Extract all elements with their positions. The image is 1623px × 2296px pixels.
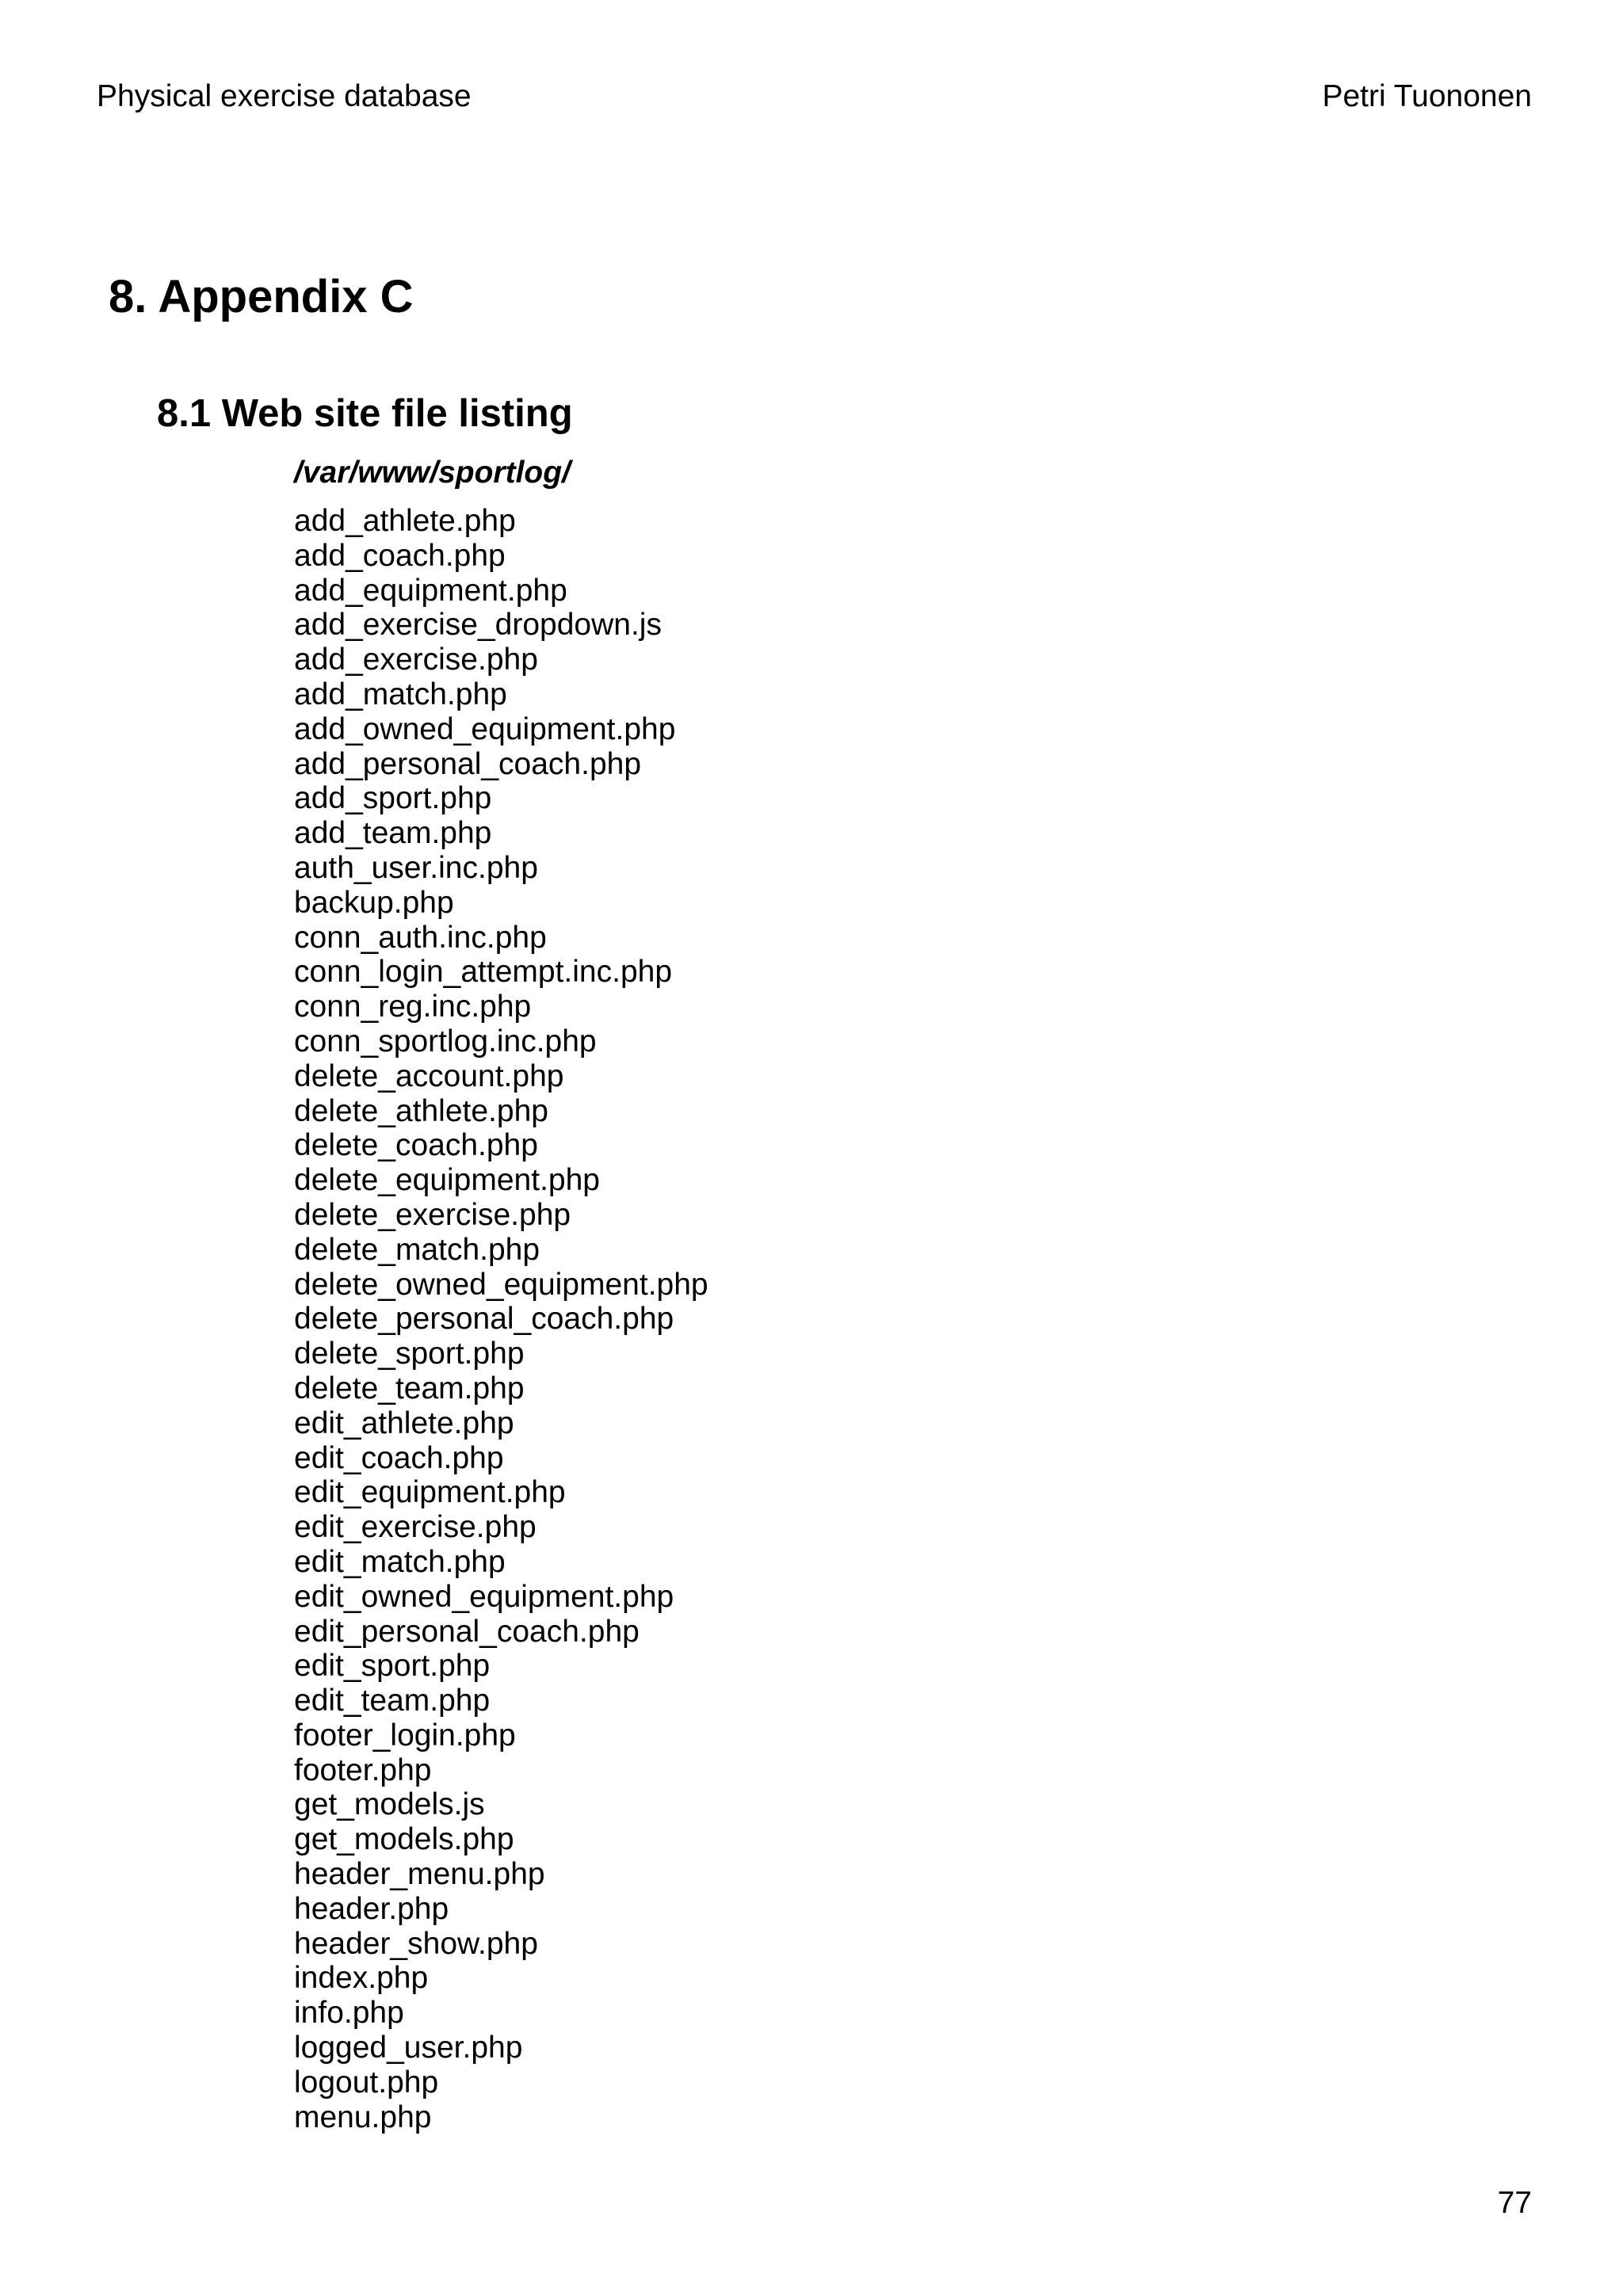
file-list-item: logout.php (294, 2065, 439, 2100)
file-list-item: edit_equipment.php (294, 1475, 566, 1510)
file-list-item: add_exercise.php (294, 643, 538, 677)
file-list-item: conn_sportlog.inc.php (294, 1024, 597, 1058)
file-list-item: logged_user.php (294, 2031, 523, 2065)
file-list-item: index.php (294, 1961, 429, 1996)
file-list-item: edit_exercise.php (294, 1510, 537, 1545)
file-list-item: backup.php (294, 885, 454, 920)
file-list-item: header.php (294, 1891, 449, 1926)
file-list-item: header_menu.php (294, 1857, 545, 1892)
file-list-item: add_sport.php (294, 781, 492, 816)
file-list-item: edit_personal_coach.php (294, 1614, 640, 1649)
file-list-item: edit_owned_equipment.php (294, 1579, 674, 1614)
file-list-item: menu.php (294, 2100, 432, 2134)
file-list-item: delete_personal_coach.php (294, 1302, 674, 1337)
file-list-item: conn_auth.inc.php (294, 920, 547, 955)
file-list-item: footer.php (294, 1753, 432, 1787)
file-list-item: delete_owned_equipment.php (294, 1267, 708, 1302)
directory-path: /var/www/sportlog/ (294, 456, 571, 490)
file-list-item: add_athlete.php (294, 504, 516, 538)
file-list-item: conn_login_attempt.inc.php (294, 955, 673, 990)
file-list-item: info.php (294, 1996, 404, 2031)
file-list-item: delete_exercise.php (294, 1197, 571, 1232)
file-list-item: add_match.php (294, 677, 507, 711)
file-list-item: edit_sport.php (294, 1649, 491, 1684)
file-list-item: footer_login.php (294, 1718, 516, 1753)
file-list-item: add_personal_coach.php (294, 746, 642, 781)
file-list-item: add_equipment.php (294, 573, 567, 608)
file-list (294, 504, 708, 2134)
file-list-item: auth_user.inc.php (294, 850, 538, 885)
file-list-item: edit_team.php (294, 1684, 491, 1718)
file-list-item: edit_match.php (294, 1544, 506, 1579)
file-list-item: edit_athlete.php (294, 1405, 514, 1440)
file-list-item: delete_account.php (294, 1058, 564, 1093)
file-list-item: get_models.php (294, 1822, 514, 1857)
file-list-item: add_owned_equipment.php (294, 711, 676, 746)
chapter-title: 8. Appendix C (109, 271, 414, 322)
file-list-item: add_exercise_dropdown.js (294, 608, 662, 643)
section-title: 8.1 Web site file listing (157, 392, 573, 435)
file-list-item: delete_equipment.php (294, 1163, 600, 1198)
file-list-item: add_team.php (294, 816, 492, 851)
file-list-item: get_models.js (294, 1787, 485, 1822)
file-list-item: delete_coach.php (294, 1128, 538, 1163)
document-title: Physical exercise database (97, 79, 472, 113)
file-list-item: header_show.php (294, 1926, 538, 1961)
file-list-item: add_coach.php (294, 538, 506, 573)
file-list-item: delete_sport.php (294, 1337, 525, 1371)
file-list-item: delete_match.php (294, 1232, 540, 1267)
author-name: Petri Tuononen (1322, 79, 1532, 113)
file-list-item: delete_team.php (294, 1371, 525, 1405)
file-list-item: conn_reg.inc.php (294, 990, 532, 1024)
file-list-item: edit_coach.php (294, 1440, 504, 1475)
page-number: 77 (1497, 2186, 1532, 2220)
file-list-item: delete_athlete.php (294, 1093, 548, 1128)
